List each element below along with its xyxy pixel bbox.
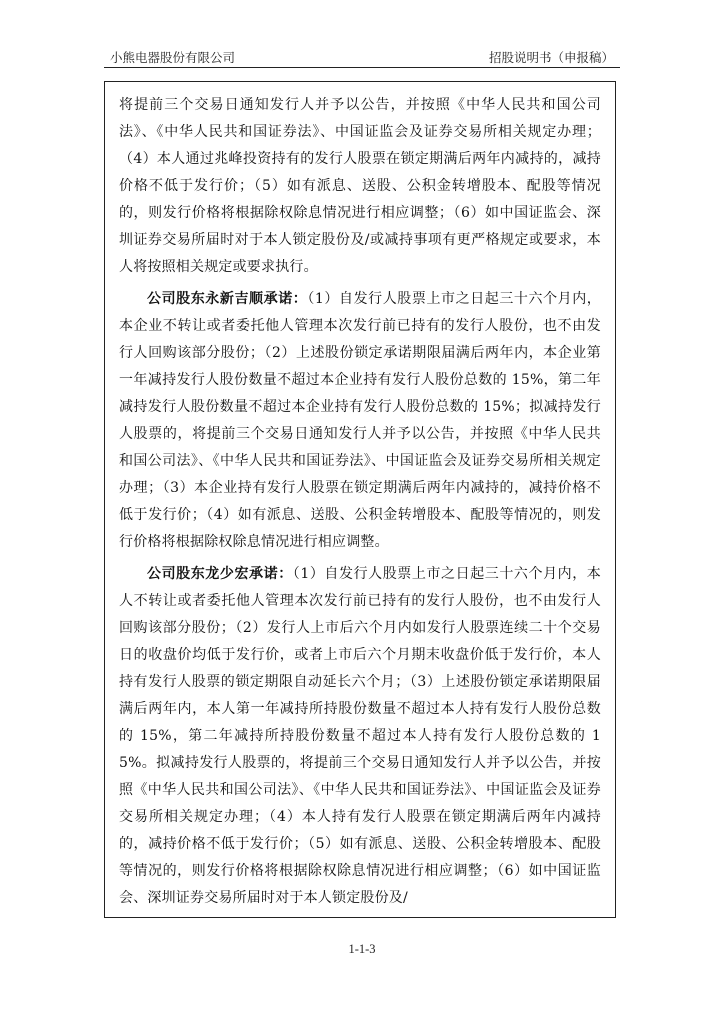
document-title: 招股说明书（申报稿） — [488, 50, 614, 65]
paragraph-lead: 公司股东永新吉顺承诺： — [147, 291, 308, 307]
header-rule — [104, 67, 620, 68]
paragraph-yongxin-jishun — [119, 286, 601, 556]
page-number: 1-1-3 — [348, 942, 376, 956]
paragraph-text: （1）自发行人股票上市之日起三十六个月内，本企业不转让或者委托他人管理本次发行前已持有的发行人股份，也不由发行人回购该部分股份；（2）上述股份锁定承诺期限届满后两年内，本企业第一年减持发行人股份数量不超过本企业持有发行人股份总数的 15%，第二年减持发行人股份数量不超过本企业持有发行人股份总数的 15%；拟减持发行人股票的，将提前三个交易日通知发行人并予以公告，并按照《中华人民共和国公司法》、《中华人民共和国证券法》、中国证监会及证券交易所相关规定办理；（3）本企业持有发行人股票在锁定期满后两年内减持的，减持价格不低于发行价；（4）如有派息、送股、公积金转增股本、配股等情况的，则发行价格将根据除权除息情况进行相应调整。 — [119, 291, 602, 550]
paragraph-text: （1）自发行人股票上市之日起三十六个月内，本人不转让或者委托他人管理本次发行前已持有的发行人股份，也不由发行人回购该部分股份；（2）发行人上市后六个月内如发行人股票连续二十个交易日的收盘价均低于发行价，或者上市后六个月期末收盘价低于发行价，本人持有发行人股票的锁定期限自动延长六个月；（3）上述股份锁定承诺期限届满后两年内，本人第一年减持所持股份数量不超过本人持有发行人股份总数的 15%，第二年减持所持股份数量不超过本人持有发行人股份总数的 15%。拟减持发行人股票的，将提前三个交易日通知发行人并予以公告，并按照《中华人民共和国公司法》、《中华人民共和国证券法》、中国证监会及证券交易所相关规定办理；（4）本人持有发行人股票在锁定期满后两年内减持的，减持价格不低于发行价；（5）如有派息、送股、公积金转增股本、配股等情况的，则发行价格将根据除权除息情况进行相应调整；（6）如中国证监会、深圳证券交易所届时对于本人锁定股份及/ — [119, 566, 602, 906]
content-box — [104, 81, 616, 918]
page-header — [104, 44, 620, 68]
paragraph-text: 将提前三个交易日通知发行人并予以公告，并按照《中华人民共和国公司法》、《中华人民共和国证券法》、中国证监会及证券交易所相关规定办理；（4）本人通过兆峰投资持有的发行人股票在锁定期满后两年内减持的，减持价格不低于发行价；（5）如有派息、送股、公积金转增股本、配股等情况的，则发行价格将根据除权除息情况进行相应调整；（6）如中国证监会、深圳证券交易所届时对于本人锁定股份及/或减持事项有更严格规定或要求，本人将按照相关规定或要求执行。 — [119, 97, 601, 275]
paragraph-continuation — [119, 92, 601, 281]
company-name: 小熊电器股份有限公司 — [110, 50, 236, 65]
paragraph-long-shaohong — [119, 561, 601, 912]
paragraph-lead: 公司股东龙少宏承诺： — [147, 566, 293, 582]
